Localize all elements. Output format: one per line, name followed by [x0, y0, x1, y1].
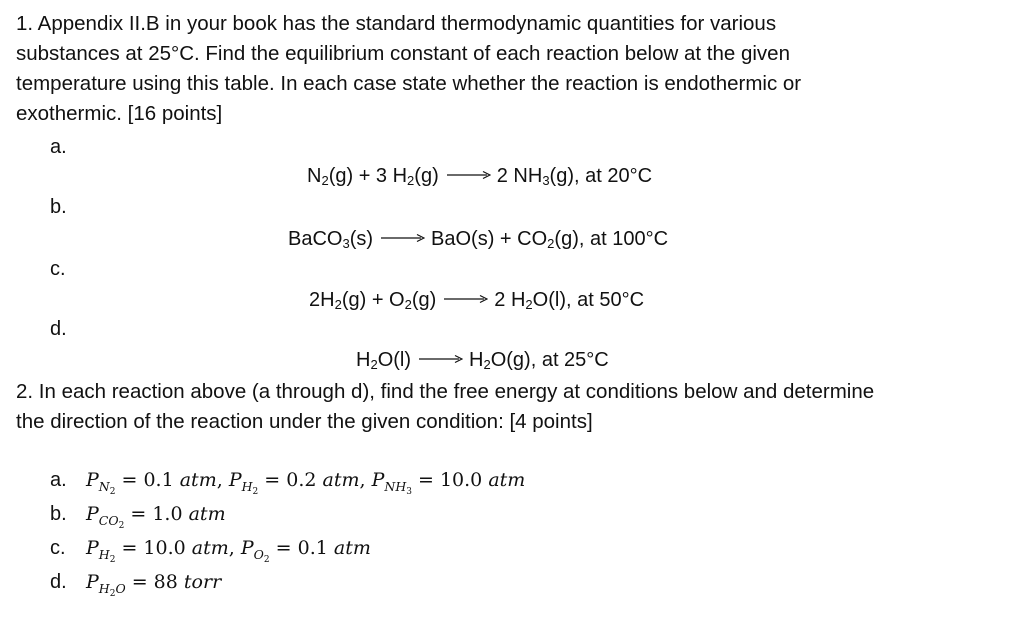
- subscript: 2: [483, 357, 491, 372]
- subscript-species: N: [98, 479, 110, 494]
- pressure-unit: atm: [322, 469, 360, 491]
- separator: ,: [359, 469, 372, 491]
- separator: ,: [216, 469, 229, 491]
- pressure-subscript: [98, 479, 116, 497]
- reaction-text: (g), at 20°C: [549, 165, 653, 187]
- reaction-arrow-icon: [419, 354, 463, 364]
- reaction-text: (g) + 3 H: [328, 165, 408, 187]
- pressure-symbol: P: [240, 537, 254, 559]
- pressure-unit: atm: [179, 469, 217, 491]
- pressure-value: = 0.1: [115, 469, 180, 491]
- subscript-species: H: [241, 479, 253, 494]
- reaction-text: (g), at 100°C: [554, 228, 669, 250]
- pressure-symbol: P: [371, 469, 385, 491]
- q2-line-2: the direction of the reaction under the given condition: [4 points]: [16, 410, 593, 433]
- condition-label: d.: [50, 571, 67, 593]
- pressure-value: = 0.2: [258, 469, 323, 491]
- condition-label: c.: [50, 537, 66, 559]
- subscript-count: 2: [109, 589, 116, 599]
- reaction-text: (g): [414, 165, 439, 187]
- separator: ,: [228, 537, 241, 559]
- pressure-unit: atm: [333, 537, 371, 559]
- pressure-unit: torr: [183, 571, 222, 593]
- reaction-a: [307, 165, 652, 188]
- reaction-text: N: [307, 165, 322, 187]
- reaction-text: O(l): [377, 349, 412, 371]
- pressure-subscript: [384, 479, 412, 497]
- subscript: 2: [525, 297, 533, 312]
- pressure-value: = 88: [125, 571, 184, 593]
- condition-a: [50, 469, 526, 497]
- reaction-arrow-icon: [447, 170, 491, 180]
- subscript-species: O: [115, 581, 126, 596]
- subscript: 2: [407, 173, 415, 188]
- pressure-value: = 10.0: [115, 537, 192, 559]
- pressure-unit: atm: [488, 469, 526, 491]
- reaction-text: (g): [411, 289, 437, 311]
- pressure-symbol: P: [86, 503, 99, 525]
- q1-line-4: exothermic. [16 points]: [16, 102, 223, 125]
- reaction-text: O(g), at 25°C: [490, 349, 609, 371]
- subscript-count: 2: [252, 487, 259, 497]
- condition-d: [50, 571, 222, 599]
- subscript-species: H: [98, 547, 110, 562]
- reaction-text: 2H: [309, 289, 335, 311]
- q1-line-3: temperature using this table. In each case state whether the reaction is endothermic or: [16, 72, 802, 95]
- pressure-unit: atm: [188, 503, 226, 525]
- subscript-count: 2: [118, 521, 125, 531]
- pressure-symbol: P: [228, 469, 242, 491]
- subscript-species: H: [98, 581, 110, 596]
- pressure-unit: atm: [191, 537, 229, 559]
- condition-b: [50, 503, 226, 531]
- subscript-species: CO: [98, 513, 119, 528]
- part-b-label: b.: [50, 196, 67, 218]
- reaction-text: H: [356, 349, 371, 371]
- q1-line-1: 1. Appendix II.B in your book has the standard thermodynamic quantities for various: [16, 12, 777, 35]
- pressure-subscript: [241, 479, 259, 497]
- q1-line-2: substances at 25°C. Find the equilibrium constant of each reaction below at the given: [16, 42, 790, 65]
- part-a-label: a.: [50, 136, 67, 158]
- pressure-value: = 10.0: [411, 469, 489, 491]
- reaction-text: H: [469, 349, 484, 371]
- reaction-c: [309, 289, 644, 312]
- subscript: 2: [334, 297, 342, 312]
- reaction-d: [356, 349, 609, 372]
- reaction-text: (g) + O: [341, 289, 405, 311]
- subscript-count: 2: [109, 487, 116, 497]
- reaction-arrow-icon: [381, 233, 425, 243]
- subscript: 2: [370, 357, 378, 372]
- pressure-value: = 1.0: [124, 503, 189, 525]
- part-c-label: c.: [50, 258, 66, 280]
- subscript-species: NH: [384, 479, 407, 494]
- reaction-text: (s): [349, 228, 374, 250]
- reaction-text: BaO(s) + CO: [431, 228, 548, 250]
- reaction-text: O(l), at 50°C: [532, 289, 645, 311]
- pressure-subscript: [253, 547, 270, 565]
- reaction-text: BaCO: [288, 228, 343, 250]
- pressure-subscript: [98, 581, 126, 599]
- condition-c: [50, 537, 371, 565]
- subscript-count: 2: [263, 555, 270, 565]
- subscript: 2: [321, 173, 329, 188]
- subscript: 2: [404, 297, 412, 312]
- reaction-text: 2 H: [494, 289, 526, 311]
- condition-label: a.: [50, 469, 67, 491]
- reaction-arrow-icon: [444, 294, 488, 304]
- pressure-subscript: [98, 513, 125, 531]
- pressure-symbol: P: [86, 571, 99, 593]
- condition-label: b.: [50, 503, 67, 525]
- reaction-text: 2 NH: [496, 165, 543, 187]
- pressure-symbol: P: [86, 537, 99, 559]
- pressure-symbol: P: [86, 469, 99, 491]
- subscript-species: O: [253, 547, 264, 562]
- subscript: 2: [547, 236, 555, 251]
- subscript-count: 3: [406, 487, 412, 497]
- subscript: 3: [342, 236, 350, 251]
- pressure-subscript: [98, 547, 116, 565]
- pressure-value: = 0.1: [269, 537, 334, 559]
- q2-line-1: 2. In each reaction above (a through d), find the free energy at conditions below and determine: [16, 380, 875, 403]
- reaction-b: [288, 228, 668, 251]
- subscript: 3: [542, 173, 550, 188]
- part-d-label: d.: [50, 318, 67, 340]
- subscript-count: 2: [109, 555, 116, 565]
